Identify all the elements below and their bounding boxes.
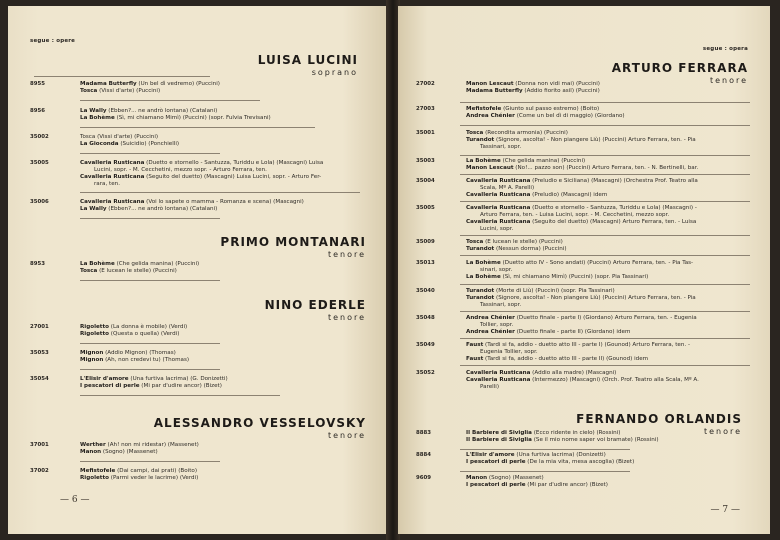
catalogue-number: 8953	[30, 261, 46, 267]
opera-title: Turandot	[466, 246, 495, 252]
divider	[80, 369, 220, 370]
divider	[460, 284, 750, 285]
aria-details: (Preludio e Siciliana) (Mascagni) (Orchestra Prof. Teatro alla	[530, 178, 698, 184]
aria-details: (Tardi si fa, addio - duetto atto III - parte I) (Gounod) Arturo Ferrara, ten. -	[483, 342, 690, 348]
track-list	[466, 315, 697, 336]
track-line	[80, 383, 228, 390]
track-list	[466, 158, 698, 172]
aria-details: (Come un bel dì di maggio) (Giordano)	[514, 113, 625, 119]
track-list	[80, 468, 198, 482]
aria-details: (Sogno) (Massenet)	[101, 449, 158, 455]
aria-details: (Che gelida manina) (Puccini)	[500, 158, 586, 164]
aria-details: (Vissi d'arte) (Puccini)	[97, 88, 161, 94]
track-line	[80, 88, 220, 95]
track-line	[466, 178, 698, 185]
opera-title: Faust	[466, 342, 484, 348]
track-list	[80, 376, 228, 390]
catalogue-number: 35003	[416, 158, 435, 164]
aria-details: (Ecco ridente in cielo) (Rossini)	[531, 430, 621, 436]
artist-name: PRIMO MONTANARI	[220, 235, 366, 249]
track-line	[80, 331, 187, 338]
track-line	[466, 274, 693, 281]
track-line	[466, 165, 698, 172]
divider	[34, 76, 210, 77]
aria-details: (Una furtiva lacrima) (Donizetti)	[514, 452, 606, 458]
aria-details: (Intermezzo) (Mascagni) (Orch. Prof. Teatro alla Scala, Mº A.	[530, 377, 699, 383]
divider	[80, 280, 220, 281]
opera-title: Turandot	[466, 295, 495, 301]
aria-details: (No!... pazzo son) (Puccini) Arturo Ferrara, ten. - N. Bertinelli, bar.	[513, 165, 699, 171]
track-line	[466, 130, 696, 137]
right-page	[398, 6, 770, 534]
opera-title: Andrea Chénier	[466, 315, 515, 321]
opera-title: I pescatori di perle	[466, 459, 526, 465]
track-line	[466, 246, 567, 253]
aria-details: (Preludio) (Mascagni) idem	[530, 192, 608, 198]
aria-details: (Duetto e stornello - Santuzza, Turiddu e Lola) (Mascagni) -	[530, 205, 697, 211]
aria-details: (Addio Mignon) (Thomas)	[103, 350, 176, 356]
opera-title: Manon	[80, 449, 102, 455]
aria-details: (Parmi veder le lacrime) (Verdi)	[108, 475, 199, 481]
aria-details: sinari, sopr.	[480, 267, 513, 273]
divider	[460, 255, 750, 256]
divider	[460, 174, 750, 175]
opera-title: Mignon	[80, 350, 104, 356]
opera-title: Andrea Chénier	[466, 113, 515, 119]
catalogue-number: 8956	[30, 108, 46, 114]
aria-details: (Morte di Liù) (Puccini) (sopr. Pia Tassinari)	[494, 288, 615, 294]
artist-name: ARTURO FERRARA	[611, 61, 748, 75]
track-line	[466, 459, 634, 466]
track-line	[466, 260, 693, 267]
opera-title: Manon Lescaut	[466, 81, 514, 87]
track-list	[80, 108, 271, 122]
opera-title: Rigoletto	[80, 324, 109, 330]
track-line	[80, 181, 323, 188]
opera-title: Cavalleria Rusticana	[466, 219, 531, 225]
track-line	[80, 199, 304, 206]
aria-details: Scala, Mº A. Parelli)	[480, 185, 535, 191]
track-line	[466, 185, 698, 192]
track-list	[80, 350, 189, 364]
aria-details: (Nessun dorma) (Puccini)	[494, 246, 567, 252]
voice-type: tenore	[327, 250, 366, 259]
track-line	[80, 357, 189, 364]
aria-details: Tollier, sopr.	[480, 322, 514, 328]
artist-heading	[612, 61, 748, 85]
track-list	[80, 199, 304, 213]
aria-details: (Dai campi, dai prati) (Boito)	[115, 468, 198, 474]
section-tag: segue : opera	[702, 46, 748, 52]
aria-details: Arturo Ferrara, ten. - Luisa Lucini, sopr. - M. Cecchetini, mezzo sopr.	[480, 212, 670, 218]
aria-details: (Ah, non credevi tu) (Thomas)	[103, 357, 190, 363]
catalogue-number: 35006	[30, 199, 49, 205]
opera-title: Cavalleria Rusticana	[466, 178, 531, 184]
opera-title: L'Elisir d'amore	[466, 452, 515, 458]
section-tag: segue : opere	[30, 38, 76, 44]
divider	[80, 153, 220, 154]
track-line	[466, 452, 634, 459]
track-line	[80, 174, 323, 181]
divider	[460, 338, 750, 339]
track-line	[466, 384, 699, 391]
divider	[80, 100, 260, 101]
voice-type: tenore	[327, 431, 366, 440]
aria-details: (Ah! non mi ridestar) (Massenet)	[105, 442, 199, 448]
track-list	[466, 178, 698, 199]
artist-heading	[265, 298, 366, 322]
divider	[80, 127, 315, 128]
track-line	[466, 192, 698, 199]
opera-title: La Bohème	[80, 115, 115, 121]
aria-details: (Seguito del duetto) (Mascagni) Arturo Ferrara, ten. - Luisa	[530, 219, 697, 225]
track-line	[80, 350, 189, 357]
artist-name: ALESSANDRO VESSELOVSKY	[153, 416, 366, 430]
track-line	[80, 268, 199, 275]
track-line	[80, 108, 271, 115]
opera-title: Cavalleria Rusticana	[80, 160, 145, 166]
catalogue-number: 35040	[416, 288, 435, 294]
track-line	[466, 430, 659, 437]
opera-title: La Gioconda	[80, 141, 119, 147]
catalogue-number: 27003	[416, 106, 435, 112]
catalogue-number: 37002	[30, 468, 49, 474]
aria-details: (Ebben?... ne andrò lontana) (Catalani)	[106, 108, 218, 114]
aria-details: (Se il mio nome saper voi bramate) (Rossini)	[531, 437, 659, 443]
aria-details: (Mi par d'udire ancor) (Bizet)	[525, 482, 608, 488]
left-page	[8, 6, 388, 534]
catalogue-number: 35005	[416, 205, 435, 211]
divider	[80, 461, 220, 462]
opera-title: Faust	[466, 356, 484, 362]
catalogue-number: 9609	[416, 475, 432, 481]
track-list	[466, 130, 696, 151]
divider	[460, 155, 750, 156]
opera-title: Cavalleria Rusticana	[466, 192, 531, 198]
opera-title: Cavalleria Rusticana	[80, 174, 145, 180]
aria-details: Tassinari, sopr.	[480, 144, 522, 150]
catalogue-number: 35052	[416, 370, 435, 376]
track-line	[466, 113, 625, 120]
track-line	[466, 437, 659, 444]
track-line	[80, 324, 187, 331]
opera-title: Turandot	[466, 137, 495, 143]
track-line	[80, 449, 199, 456]
catalogue-number: 35053	[30, 350, 49, 356]
aria-details: Tosca (Vissi d'arte) (Puccini)	[80, 134, 159, 140]
catalogue-number: 27001	[30, 324, 49, 330]
track-list	[466, 475, 608, 489]
opera-title: Cavalleria Rusticana	[466, 370, 531, 376]
opera-title: Werther	[80, 442, 106, 448]
opera-title: Manon	[466, 475, 488, 481]
artist-name: NINO EDERLE	[264, 298, 366, 312]
catalogue-number: 35054	[30, 376, 49, 382]
track-line	[466, 144, 696, 151]
opera-title: Madama Butterfly	[80, 81, 137, 87]
divider	[460, 311, 750, 312]
voice-type: tenore	[327, 313, 366, 322]
track-line	[466, 356, 690, 363]
opera-title: Il Barbiere di Siviglia	[466, 437, 532, 443]
divider	[80, 218, 220, 219]
aria-details: Eugenia Tollier, sopr.	[480, 349, 538, 355]
aria-details: (Giunto sul passo estremo) (Boito)	[501, 106, 600, 112]
divider	[460, 449, 630, 450]
aria-details: (La donna è mobile) (Verdi)	[108, 324, 188, 330]
track-line	[466, 475, 608, 482]
track-list	[466, 260, 693, 281]
aria-details: (Addio fiorito asil) (Puccini)	[522, 88, 600, 94]
page-number: — 7 —	[710, 505, 740, 515]
track-list	[80, 324, 187, 338]
aria-details: (Sì, mi chiamano Mimì) (Puccini) (sopr. Pia Tassinari)	[500, 274, 649, 280]
divider	[460, 235, 750, 236]
aria-details: (Seguito del duetto) (Mascagni) Luisa Lucini, sopr. - Arturo Fer-	[144, 174, 322, 180]
track-line	[466, 295, 696, 302]
opera-title: Cavalleria Rusticana	[466, 377, 531, 383]
track-line	[466, 137, 696, 144]
track-line	[466, 315, 697, 322]
opera-title: Madama Butterfly	[466, 88, 523, 94]
track-line	[466, 482, 608, 489]
aria-details: (Recondita armonia) (Puccini)	[483, 130, 568, 136]
track-line	[80, 261, 199, 268]
divider	[80, 395, 280, 396]
aria-details: (Un bel dì vedremo) (Puccini)	[136, 81, 220, 87]
aria-details: (Donna non vidi mai) (Puccini)	[513, 81, 600, 87]
divider	[460, 471, 630, 472]
aria-details: (Questa o quella) (Verdi)	[108, 331, 180, 337]
catalogue-number: 8884	[416, 452, 432, 458]
divider	[460, 201, 750, 202]
opera-title: Andrea Chénier	[466, 329, 515, 335]
track-line	[466, 288, 696, 295]
track-list	[466, 106, 625, 120]
aria-details: (Che gelida manina) (Puccini)	[114, 261, 200, 267]
aria-details: (Signore, ascolta! - Non piangere Liù) (Puccini) Arturo Ferrara, ten. - Pia	[494, 295, 696, 301]
track-list	[466, 452, 634, 466]
opera-title: Tosca	[80, 88, 98, 94]
aria-details: (E lucean le stelle) (Puccini)	[97, 268, 177, 274]
aria-details: (Voi lo sapete o mamma - Romanza e scena) (Mascagni)	[144, 199, 304, 205]
artist-heading	[258, 53, 358, 77]
opera-title: I pescatori di perle	[466, 482, 526, 488]
track-line	[466, 267, 693, 274]
opera-title: Cavalleria Rusticana	[80, 199, 145, 205]
track-list	[80, 160, 323, 188]
opera-title: Turandot	[466, 288, 495, 294]
aria-details: (Duetto finale - parte II) (Giordano) idem	[514, 329, 631, 335]
track-list	[80, 134, 179, 148]
aria-details: (Suicidio) (Ponchielli)	[118, 141, 180, 147]
track-list	[466, 239, 567, 253]
opera-title: La Bohème	[466, 158, 501, 164]
track-line	[466, 212, 697, 219]
track-line	[466, 377, 699, 384]
opera-title: Cavalleria Rusticana	[466, 205, 531, 211]
track-list	[466, 205, 697, 233]
catalogue-number: 35049	[416, 342, 435, 348]
page-number: — 6 —	[60, 495, 90, 505]
divider	[80, 343, 220, 344]
track-list	[466, 81, 600, 95]
divider	[460, 125, 750, 126]
opera-title: Mefistofele	[80, 468, 116, 474]
aria-details: (Mi par d'udire ancor) (Bizet)	[139, 383, 222, 389]
track-line	[80, 81, 220, 88]
track-list	[80, 261, 199, 275]
opera-title: Tosca	[466, 239, 484, 245]
track-list	[466, 430, 659, 444]
opera-title: I pescatori di perle	[80, 383, 140, 389]
voice-type: tenore	[703, 427, 742, 436]
catalogue-number: 27002	[416, 81, 435, 87]
opera-title: Tosca	[80, 268, 98, 274]
catalogue-number: 35005	[30, 160, 49, 166]
aria-details: Lucini, sopr.	[480, 226, 514, 232]
opera-title: La Bohème	[80, 261, 115, 267]
divider	[460, 102, 750, 103]
catalogue-number: 37001	[30, 442, 49, 448]
aria-details: Tassinari, sopr.	[480, 302, 522, 308]
opera-title: Rigoletto	[80, 331, 109, 337]
catalogue-number: 8955	[30, 81, 46, 87]
opera-title: Rigoletto	[80, 475, 109, 481]
track-line	[80, 468, 198, 475]
aria-details: (Addio alla madre) (Mascagni)	[530, 370, 617, 376]
track-line	[466, 329, 697, 336]
opera-title: L'Elisir d'amore	[80, 376, 129, 382]
opera-title: La Bohème	[466, 260, 501, 266]
opera-title: La Bohème	[466, 274, 501, 280]
track-line	[466, 226, 697, 233]
catalogue-number: 35001	[416, 130, 435, 136]
artist-heading	[220, 235, 366, 259]
opera-title: La Wally	[80, 108, 107, 114]
track-line	[466, 219, 697, 226]
catalogue-number: 8883	[416, 430, 432, 436]
track-list	[466, 288, 696, 309]
aria-details: (Una furtiva lacrima) (G. Donizetti)	[128, 376, 228, 382]
aria-details: (Duetto finale - parte I) (Giordano) Arturo Ferrara, ten. - Eugenia	[514, 315, 697, 321]
track-line	[80, 134, 179, 141]
track-line	[466, 106, 625, 113]
opera-title: Mefistofele	[466, 106, 502, 112]
track-line	[466, 239, 567, 246]
track-list	[466, 342, 690, 363]
track-line	[80, 115, 271, 122]
track-line	[466, 349, 690, 356]
track-line	[466, 158, 698, 165]
divider	[460, 365, 750, 366]
aria-details: (Ebben?... ne andrò lontana) (Catalani)	[106, 206, 218, 212]
divider	[80, 192, 360, 193]
opera-title: Mignon	[80, 357, 104, 363]
aria-details: (De la mia vita, mesa ascoglia) (Bizet)	[525, 459, 635, 465]
aria-details: Lucini, sopr. - M. Cecchetini, mezzo sopr. - Arturo Ferrara, ten.	[94, 167, 267, 173]
track-line	[466, 81, 600, 88]
opera-title: Tosca	[466, 130, 484, 136]
track-line	[466, 342, 690, 349]
track-line	[466, 322, 697, 329]
artist-heading	[154, 416, 366, 440]
aria-details: (Duetto e stornello - Santuzza, Turiddu e Lola) (Mascagni) Luisa	[144, 160, 324, 166]
track-list	[466, 370, 699, 391]
catalogue-number: 35009	[416, 239, 435, 245]
catalogue-number: 35013	[416, 260, 435, 266]
artist-name: FERNANDO ORLANDIS	[576, 412, 742, 426]
track-line	[466, 205, 697, 212]
track-line	[80, 167, 323, 174]
track-line	[466, 370, 699, 377]
catalogue-number: 35048	[416, 315, 435, 321]
track-line	[80, 442, 199, 449]
opera-title: Manon Lescaut	[466, 165, 514, 171]
voice-type: tenore	[709, 76, 748, 85]
track-list	[80, 442, 199, 456]
track-line	[80, 160, 323, 167]
catalogue-number: 35004	[416, 178, 435, 184]
aria-details: (Sì, mi chiamano Mimì) (Puccini) (sopr. Fulvia Trevisani)	[114, 115, 271, 121]
aria-details: (Signore, ascolta! - Non piangere Liù) (Puccini) Arturo Ferrara, ten. - Pia	[494, 137, 696, 143]
catalogue-number: 35002	[30, 134, 49, 140]
aria-details: rara, ten.	[94, 181, 120, 187]
aria-details: (Duetto atto IV - Sono andati) (Puccini) Arturo Ferrara, ten. - Pia Tas-	[500, 260, 694, 266]
aria-details: (E lucean le stelle) (Puccini)	[483, 239, 563, 245]
track-list	[80, 81, 220, 95]
track-line	[466, 302, 696, 309]
aria-details: Parelli)	[480, 384, 500, 390]
aria-details: (Tardi si fa, addio - duetto atto III - parte II) (Gounod) idem	[483, 356, 649, 362]
track-line	[80, 475, 198, 482]
track-line	[80, 141, 179, 148]
aria-details: (Sogno) (Massenet)	[487, 475, 544, 481]
track-line	[80, 376, 228, 383]
voice-type: soprano	[311, 68, 358, 77]
track-line	[80, 206, 304, 213]
track-line	[466, 88, 600, 95]
opera-title: La Wally	[80, 206, 107, 212]
artist-name: LUISA LUCINI	[257, 53, 358, 67]
opera-title: Il Barbiere di Siviglia	[466, 430, 532, 436]
